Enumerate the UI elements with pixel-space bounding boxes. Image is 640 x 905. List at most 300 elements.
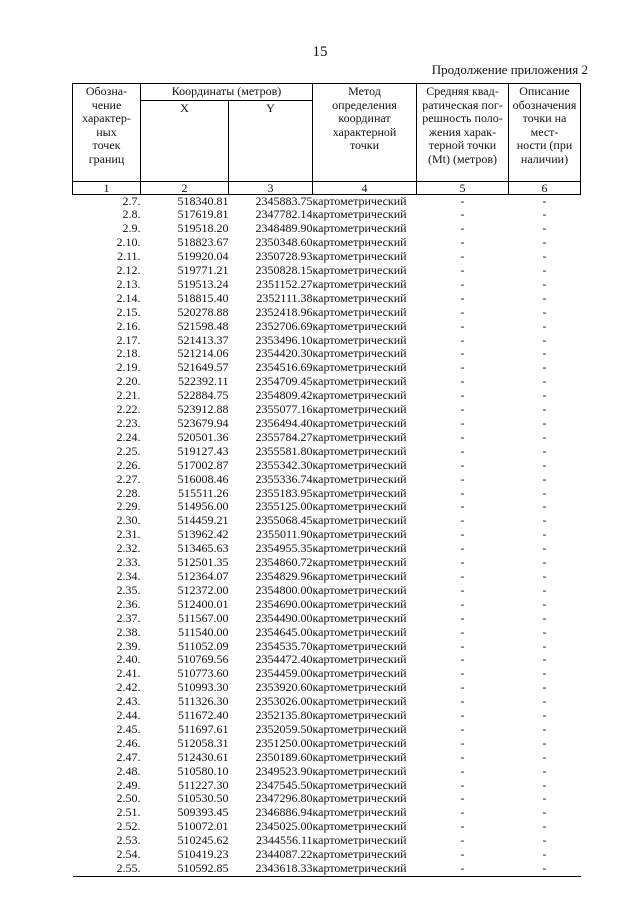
description-cell: - xyxy=(542,332,547,347)
y-coordinate-cell: 2354690.00 xyxy=(255,596,313,611)
table-row xyxy=(73,737,581,751)
table-row xyxy=(73,709,581,723)
accuracy-cell: - xyxy=(460,777,465,792)
y-coordinate-cell: 2343618.33 xyxy=(229,862,313,876)
point-id-cell: 2.48. xyxy=(116,763,141,778)
table-row xyxy=(73,361,581,375)
method-cell: картометрический xyxy=(312,221,407,236)
method-cell: картометрический xyxy=(312,263,407,278)
x-coordinate-cell: 510993.30 xyxy=(177,680,229,695)
table-row xyxy=(73,626,581,640)
x-coordinate-cell: 512400.01 xyxy=(177,596,229,611)
x-coordinate-cell: 510592.85 xyxy=(141,862,229,876)
method-cell: картометрический xyxy=(313,862,417,876)
accuracy-cell: - xyxy=(460,791,465,806)
point-id-cell: 2.19. xyxy=(116,360,141,375)
table-row xyxy=(73,334,581,348)
description-cell: - xyxy=(542,819,547,834)
y-coordinate-cell: 2355068.45 xyxy=(255,513,313,528)
point-id-cell: 2.32. xyxy=(116,541,141,556)
x-coordinate-cell: 521413.37 xyxy=(177,332,229,347)
y-coordinate-cell: 2355342.30 xyxy=(255,457,313,472)
page-number: 15 xyxy=(312,44,328,60)
table-row xyxy=(73,765,581,779)
point-id-cell: 2.49. xyxy=(116,777,141,792)
method-cell: картометрический xyxy=(312,388,407,403)
description-cell: - xyxy=(542,457,547,472)
x-coordinate-cell: 520501.36 xyxy=(177,429,229,444)
table-row xyxy=(73,347,581,361)
description-cell: - xyxy=(542,346,547,361)
x-coordinate-cell: 518823.67 xyxy=(177,235,229,250)
description-cell: - xyxy=(542,847,547,862)
accuracy-cell: - xyxy=(460,541,465,556)
table-row xyxy=(73,667,581,681)
y-coordinate-cell: 2344087.22 xyxy=(255,847,313,862)
point-id-cell: 2.8. xyxy=(122,207,141,222)
accuracy-cell: - xyxy=(460,193,465,208)
x-coordinate-cell: 511227.30 xyxy=(177,777,229,792)
y-coordinate-cell: 2356494.40 xyxy=(255,416,313,430)
x-coordinate-cell: 520278.88 xyxy=(177,304,229,319)
header-x: X xyxy=(141,100,229,181)
accuracy-cell: - xyxy=(460,568,465,583)
accuracy-cell: - xyxy=(460,652,465,667)
method-cell: картометрический xyxy=(312,485,407,500)
method-cell: картометрический xyxy=(312,402,407,417)
description-cell: - xyxy=(542,638,547,653)
description-cell: - xyxy=(542,221,547,236)
method-cell: картометрический xyxy=(312,666,407,681)
method-cell: картометрический xyxy=(312,805,407,820)
description-cell: - xyxy=(542,777,547,792)
description-cell: - xyxy=(542,763,547,778)
accuracy-cell: - xyxy=(460,638,465,653)
method-cell: картометрический xyxy=(312,833,407,848)
point-id-cell: 2.27. xyxy=(116,471,141,486)
description-cell: - xyxy=(542,304,547,319)
y-coordinate-cell: 2352059.50 xyxy=(255,721,313,736)
point-id-cell: 2.50. xyxy=(116,791,141,806)
point-id-cell: 2.38. xyxy=(116,624,141,639)
accuracy-cell: - xyxy=(460,429,465,444)
table-row xyxy=(73,792,581,806)
x-coordinate-cell: 511326.30 xyxy=(177,694,229,709)
point-id-cell: 2.29. xyxy=(116,499,141,514)
table-row xyxy=(73,208,581,222)
header-description: Описание обозначения точки на мест- ности (при наличии) xyxy=(509,84,581,182)
point-id-cell: 2.10. xyxy=(116,235,141,250)
method-cell: картометрический xyxy=(312,763,407,778)
y-coordinate-cell: 2354516.69 xyxy=(255,360,313,375)
x-coordinate-cell: 516008.46 xyxy=(177,471,229,486)
accuracy-cell: - xyxy=(460,555,465,570)
table-row xyxy=(73,598,581,612)
x-coordinate-cell: 521214.06 xyxy=(177,346,229,361)
x-coordinate-cell: 510580.10 xyxy=(177,763,229,778)
y-coordinate-cell: 2350828.15 xyxy=(255,263,313,278)
y-coordinate-cell: 2350728.93 xyxy=(255,249,313,264)
point-id-cell: 2.55. xyxy=(73,862,141,876)
y-coordinate-cell: 2347296.80 xyxy=(255,791,313,806)
table-row xyxy=(73,431,581,445)
table-row xyxy=(73,653,581,667)
point-id-cell: 2.18. xyxy=(116,346,141,361)
column-numbers-row xyxy=(73,181,581,194)
accuracy-cell: - xyxy=(460,360,465,375)
x-coordinate-cell: 511672.40 xyxy=(177,708,229,723)
table-row xyxy=(73,264,581,278)
header-accuracy: Средняя квад- ратическая пог- решность поло- жения харак- терной точки (Mt) (метров) xyxy=(417,84,509,182)
description-cell: - xyxy=(542,485,547,500)
accuracy-cell: - xyxy=(460,763,465,778)
description-cell: - xyxy=(542,708,547,723)
continuation-title: Продолжение приложения 2 xyxy=(431,62,588,77)
method-cell: картометрический xyxy=(312,777,407,792)
table-row xyxy=(73,514,581,528)
point-id-cell: 2.41. xyxy=(116,666,141,681)
description-cell: - xyxy=(542,276,547,291)
table-row xyxy=(73,473,581,487)
method-cell: картометрический xyxy=(312,290,407,305)
table-row xyxy=(73,820,581,834)
accuracy-cell: - xyxy=(460,276,465,291)
y-coordinate-cell: 2355336.74 xyxy=(255,471,313,486)
accuracy-cell: - xyxy=(460,443,465,458)
point-id-cell: 2.14. xyxy=(116,290,141,305)
accuracy-cell: - xyxy=(460,249,465,264)
description-cell: - xyxy=(542,735,547,750)
table-row xyxy=(73,695,581,709)
method-cell: картометрический xyxy=(312,332,407,347)
accuracy-cell: - xyxy=(417,862,509,876)
method-cell: картометрический xyxy=(312,235,407,250)
accuracy-cell: - xyxy=(460,332,465,347)
point-id-cell: 2.46. xyxy=(116,735,141,750)
x-coordinate-cell: 510773.60 xyxy=(177,666,229,681)
method-cell: картометрический xyxy=(312,847,407,862)
x-coordinate-cell: 509393.45 xyxy=(177,805,229,820)
accuracy-cell: - xyxy=(460,416,465,430)
table-row xyxy=(73,584,581,598)
accuracy-cell: - xyxy=(460,610,465,625)
x-coordinate-cell: 511697.61 xyxy=(177,721,229,736)
method-cell: картометрический xyxy=(312,360,407,375)
accuracy-cell: - xyxy=(460,513,465,528)
description-cell: - xyxy=(542,680,547,695)
description-cell: - xyxy=(542,429,547,444)
method-cell: картометрический xyxy=(312,527,407,542)
table-row xyxy=(73,487,581,501)
x-coordinate-cell: 519771.21 xyxy=(177,263,229,278)
point-id-cell: 2.51. xyxy=(116,805,141,820)
table-row xyxy=(73,681,581,695)
point-id-cell: 2.40. xyxy=(116,652,141,667)
point-id-cell: 2.15. xyxy=(116,304,141,319)
method-cell: картометрический xyxy=(312,193,407,208)
table-row xyxy=(73,417,581,431)
description-cell: - xyxy=(542,443,547,458)
point-id-cell: 2.9. xyxy=(122,221,141,236)
header-y: Y xyxy=(229,100,313,181)
x-coordinate-cell: 510530.50 xyxy=(177,791,229,806)
table-row xyxy=(73,403,581,417)
method-cell: картометрический xyxy=(312,680,407,695)
accuracy-cell: - xyxy=(460,402,465,417)
description-cell: - xyxy=(509,862,581,876)
y-coordinate-cell: 2354420.30 xyxy=(255,346,313,361)
table-row xyxy=(73,500,581,514)
y-coordinate-cell: 2353026.00 xyxy=(255,694,313,709)
y-coordinate-cell: 2354709.45 xyxy=(255,374,313,389)
y-coordinate-cell: 2349523.90 xyxy=(255,763,313,778)
table-row xyxy=(73,389,581,403)
table-row xyxy=(73,862,581,876)
accuracy-cell: - xyxy=(460,624,465,639)
table-row xyxy=(73,222,581,236)
x-coordinate-cell: 513962.42 xyxy=(177,527,229,542)
point-id-cell: 2.24. xyxy=(116,429,141,444)
accuracy-cell: - xyxy=(460,235,465,250)
description-cell: - xyxy=(542,749,547,764)
point-id-cell: 2.28. xyxy=(116,485,141,500)
table-row xyxy=(73,445,581,459)
table-row xyxy=(73,612,581,626)
accuracy-cell: - xyxy=(460,721,465,736)
column-number: 1 xyxy=(73,181,141,194)
x-coordinate-cell: 518340.81 xyxy=(177,193,229,208)
description-cell: - xyxy=(542,402,547,417)
coordinates-table xyxy=(72,83,581,877)
y-coordinate-cell: 2350348.60 xyxy=(255,235,313,250)
table-row xyxy=(73,556,581,570)
table-row xyxy=(73,375,581,389)
method-cell: картометрический xyxy=(312,304,407,319)
accuracy-cell: - xyxy=(460,708,465,723)
y-coordinate-cell: 2353496.10 xyxy=(255,332,313,347)
method-cell: картометрический xyxy=(312,429,407,444)
x-coordinate-cell: 519920.04 xyxy=(177,249,229,264)
x-coordinate-cell: 519518.20 xyxy=(177,221,229,236)
accuracy-cell: - xyxy=(460,263,465,278)
x-coordinate-cell: 513465.63 xyxy=(177,541,229,556)
y-coordinate-cell: 2346886.94 xyxy=(255,805,313,820)
method-cell: картометрический xyxy=(312,374,407,389)
accuracy-cell: - xyxy=(460,207,465,222)
y-coordinate-cell: 2354535.70 xyxy=(255,638,313,653)
method-cell: картометрический xyxy=(312,819,407,834)
x-coordinate-cell: 510419.23 xyxy=(177,847,229,862)
point-id-cell: 2.34. xyxy=(116,568,141,583)
method-cell: картометрический xyxy=(312,694,407,709)
y-coordinate-cell: 2355077.16 xyxy=(255,402,313,417)
description-cell: - xyxy=(542,471,547,486)
x-coordinate-cell: 522392.11 xyxy=(177,374,229,389)
point-id-cell: 2.31. xyxy=(116,527,141,542)
method-cell: картометрический xyxy=(312,443,407,458)
description-cell: - xyxy=(542,721,547,736)
y-coordinate-cell: 2355784.27 xyxy=(255,429,313,444)
method-cell: картометрический xyxy=(312,749,407,764)
y-coordinate-cell: 2354809.42 xyxy=(255,388,313,403)
method-cell: картометрический xyxy=(312,568,407,583)
table-body xyxy=(73,194,581,876)
description-cell: - xyxy=(542,207,547,222)
point-id-cell: 2.30. xyxy=(116,513,141,528)
accuracy-cell: - xyxy=(460,582,465,597)
point-id-cell: 2.35. xyxy=(116,582,141,597)
table-row xyxy=(73,806,581,820)
description-cell: - xyxy=(542,263,547,278)
x-coordinate-cell: 515511.26 xyxy=(177,485,229,500)
accuracy-cell: - xyxy=(460,499,465,514)
description-cell: - xyxy=(542,624,547,639)
point-id-cell: 2.53. xyxy=(116,833,141,848)
table-row xyxy=(73,236,581,250)
method-cell: картометрический xyxy=(312,624,407,639)
y-coordinate-cell: 2352418.96 xyxy=(255,304,313,319)
x-coordinate-cell: 523912.88 xyxy=(177,402,229,417)
column-number: 4 xyxy=(313,181,417,194)
description-cell: - xyxy=(542,416,547,430)
y-coordinate-cell: 2351250.00 xyxy=(255,735,313,750)
header-method: Метод определения координат характерной точки xyxy=(313,84,417,182)
point-id-cell: 2.36. xyxy=(116,596,141,611)
method-cell: картометрический xyxy=(312,555,407,570)
accuracy-cell: - xyxy=(460,485,465,500)
x-coordinate-cell: 523679.94 xyxy=(177,416,229,430)
method-cell: картометрический xyxy=(312,416,407,430)
method-cell: картометрический xyxy=(312,721,407,736)
method-cell: картометрический xyxy=(312,318,407,333)
x-coordinate-cell: 512501.35 xyxy=(177,555,229,570)
method-cell: картометрический xyxy=(312,276,407,291)
y-coordinate-cell: 2354472.40 xyxy=(255,652,313,667)
description-cell: - xyxy=(542,360,547,375)
point-id-cell: 2.26. xyxy=(116,457,141,472)
y-coordinate-cell: 2348489.90 xyxy=(255,221,313,236)
x-coordinate-cell: 512372.00 xyxy=(177,582,229,597)
table-row xyxy=(73,250,581,264)
table-row xyxy=(73,751,581,765)
point-id-cell: 2.7. xyxy=(122,193,141,208)
method-cell: картометрический xyxy=(312,513,407,528)
method-cell: картометрический xyxy=(312,457,407,472)
x-coordinate-cell: 518815.40 xyxy=(177,290,229,305)
description-cell: - xyxy=(542,193,547,208)
point-id-cell: 2.47. xyxy=(116,749,141,764)
y-coordinate-cell: 2354459.00 xyxy=(255,666,313,681)
x-coordinate-cell: 517619.81 xyxy=(177,207,229,222)
x-coordinate-cell: 510072.01 xyxy=(177,819,229,834)
accuracy-cell: - xyxy=(460,388,465,403)
y-coordinate-cell: 2345883.75 xyxy=(255,193,313,208)
y-coordinate-cell: 2355581.80 xyxy=(255,443,313,458)
point-id-cell: 2.42. xyxy=(116,680,141,695)
column-number: 6 xyxy=(509,181,581,194)
x-coordinate-cell: 514459.21 xyxy=(177,513,229,528)
description-cell: - xyxy=(542,499,547,514)
accuracy-cell: - xyxy=(460,290,465,305)
description-cell: - xyxy=(542,290,547,305)
table-row xyxy=(73,278,581,292)
accuracy-cell: - xyxy=(460,847,465,862)
point-id-cell: 2.20. xyxy=(116,374,141,389)
accuracy-cell: - xyxy=(460,346,465,361)
table-row xyxy=(73,194,581,208)
accuracy-cell: - xyxy=(460,304,465,319)
y-coordinate-cell: 2350189.60 xyxy=(255,749,313,764)
method-cell: картометрический xyxy=(312,708,407,723)
y-coordinate-cell: 2354490.00 xyxy=(255,610,313,625)
x-coordinate-cell: 511567.00 xyxy=(177,610,229,625)
y-coordinate-cell: 2352111.38 xyxy=(256,290,313,305)
point-id-cell: 2.52. xyxy=(116,819,141,834)
x-coordinate-cell: 519127.43 xyxy=(177,443,229,458)
y-coordinate-cell: 2345025.00 xyxy=(255,819,313,834)
point-id-cell: 2.12. xyxy=(116,263,141,278)
description-cell: - xyxy=(542,318,547,333)
y-coordinate-cell: 2355125.00 xyxy=(255,499,313,514)
accuracy-cell: - xyxy=(460,457,465,472)
accuracy-cell: - xyxy=(460,318,465,333)
accuracy-cell: - xyxy=(460,666,465,681)
x-coordinate-cell: 511540.00 xyxy=(177,624,229,639)
description-cell: - xyxy=(542,568,547,583)
y-coordinate-cell: 2347545.50 xyxy=(255,777,313,792)
point-id-cell: 2.23. xyxy=(116,416,141,430)
point-id-cell: 2.17. xyxy=(116,332,141,347)
description-cell: - xyxy=(542,513,547,528)
x-coordinate-cell: 522884.75 xyxy=(177,388,229,403)
point-id-cell: 2.44. xyxy=(116,708,141,723)
y-coordinate-cell: 2353920.60 xyxy=(255,680,313,695)
accuracy-cell: - xyxy=(460,694,465,709)
method-cell: картометрический xyxy=(312,582,407,597)
y-coordinate-cell: 2354860.72 xyxy=(255,555,313,570)
x-coordinate-cell: 510769.56 xyxy=(177,652,229,667)
method-cell: картометрический xyxy=(312,735,407,750)
table-row xyxy=(73,320,581,334)
x-coordinate-cell: 521598.48 xyxy=(177,318,229,333)
point-id-cell: 2.16. xyxy=(116,318,141,333)
y-coordinate-cell: 2344556.11 xyxy=(255,833,313,848)
table-row xyxy=(73,306,581,320)
accuracy-cell: - xyxy=(460,805,465,820)
y-coordinate-cell: 2354955.35 xyxy=(255,541,313,556)
table-row xyxy=(73,723,581,737)
x-coordinate-cell: 519513.24 xyxy=(177,276,229,291)
y-coordinate-cell: 2351152.27 xyxy=(255,276,313,291)
y-coordinate-cell: 2347782.14 xyxy=(255,207,313,222)
accuracy-cell: - xyxy=(460,221,465,236)
y-coordinate-cell: 2354645.00 xyxy=(255,624,313,639)
point-id-cell: 2.45. xyxy=(116,721,141,736)
accuracy-cell: - xyxy=(460,527,465,542)
y-coordinate-cell: 2355011.90 xyxy=(255,527,313,542)
table-row xyxy=(73,834,581,848)
x-coordinate-cell: 512430.61 xyxy=(177,749,229,764)
point-id-cell: 2.13. xyxy=(116,276,141,291)
table-row xyxy=(73,848,581,862)
description-cell: - xyxy=(542,582,547,597)
accuracy-cell: - xyxy=(460,471,465,486)
description-cell: - xyxy=(542,388,547,403)
y-coordinate-cell: 2354800.00 xyxy=(255,582,313,597)
description-cell: - xyxy=(542,805,547,820)
y-coordinate-cell: 2352706.69 xyxy=(255,318,313,333)
description-cell: - xyxy=(542,596,547,611)
